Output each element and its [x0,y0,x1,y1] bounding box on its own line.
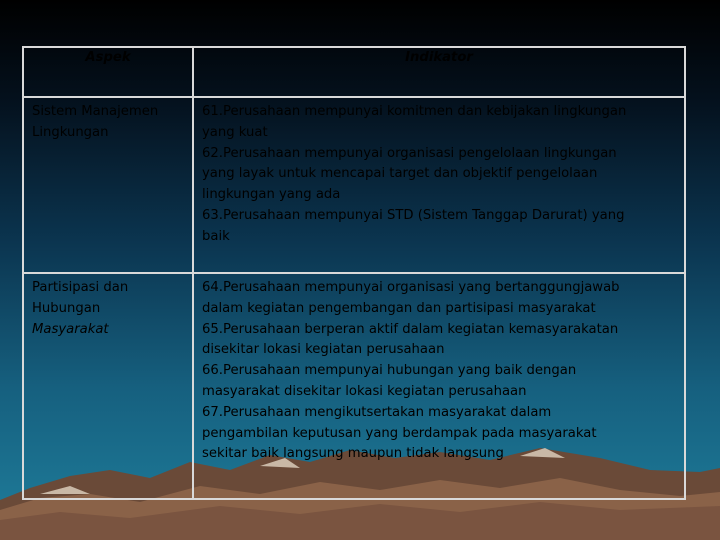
indikator-text: 65.Perusahaan berperan aktif dalam kegiatan kemasyarakatan [202,321,619,337]
aspek-cell [23,97,193,273]
indikator-text: 64.Perusahaan mempunyai organisasi yang bertanggungjawab [202,280,620,295]
indikator-text: pengambilan keputusan yang berdampak pada masyarakat [202,425,597,441]
indikator-text: yang kuat [202,124,268,140]
aspek-text: Hubungan [32,300,101,316]
aspek-cell [23,273,193,499]
indikator-text: 61.Perusahaan mempunyai komitmen dan kebijakan lingkungan [202,104,627,119]
indikator-text: masyarakat disekitar lokasi kegiatan perusahaan [202,383,527,399]
table-row [23,273,685,499]
indikator-text: 63.Perusahaan mempunyai STD (Sistem Tanggap Darurat) yang [202,207,625,223]
indikator-text: lingkungan yang ada [202,187,341,203]
table-row [23,97,685,273]
indikator-text: 67.Perusahaan mengikutsertakan masyarakat dalam [202,404,552,420]
aspek-text: Partisipasi dan [32,280,129,295]
aspek-text: Sistem Manajemen [32,104,159,119]
indikator-text: 62.Perusahaan mempunyai organisasi pengelolaan lingkungan [202,145,617,161]
indikator-cell [193,273,685,499]
indikator-text: sekitar baik langsung maupun tidak langsung [202,446,504,462]
indikator-text: 66.Perusahaan mempunyai hubungan yang baik dengan [202,363,577,379]
indikator-text: yang layak untuk mencapai target dan objektif pengelolaan [202,166,598,182]
aspek-text: Lingkungan [32,124,109,140]
table-header-row [23,47,685,97]
aspek-text: Masyarakat [32,321,109,337]
header-aspek: Aspek [23,47,193,97]
aspek-indikator-table [22,46,686,500]
indikator-text: dalam kegiatan pengembangan dan partisipasi masyarakat [202,300,596,316]
indikator-text: disekitar lokasi kegiatan perusahaan [202,342,445,358]
header-indikator: Indikator [193,47,685,97]
indikator-cell [193,97,685,273]
indikator-text: baik [202,228,230,244]
